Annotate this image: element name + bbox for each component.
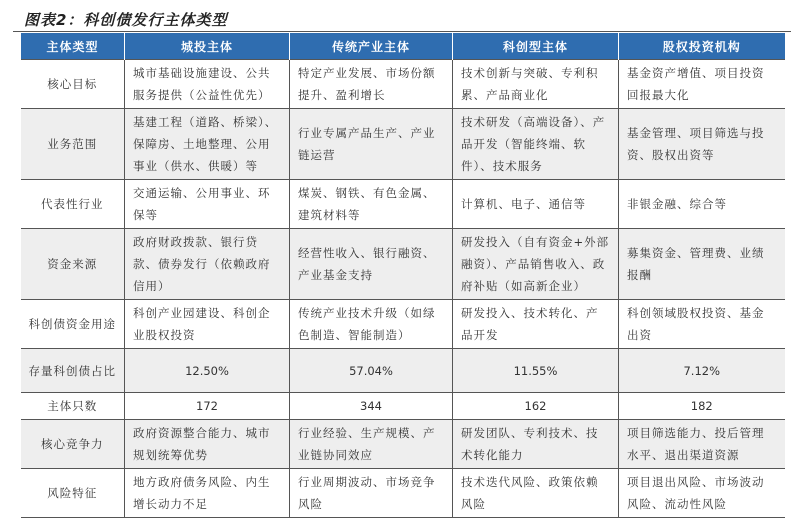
table-cell: 项目退出风险、市场波动风险、流动性风险 (619, 469, 785, 518)
table-row (21, 469, 785, 518)
table-cell: 行业经验、生产规模、产业链协同效应 (290, 420, 453, 469)
table-cell: 科创产业园建设、科创企业股权投资 (125, 300, 290, 349)
table-row (21, 180, 785, 229)
divider (13, 31, 791, 32)
row-label: 核心目标 (21, 60, 125, 109)
table-cell: 172 (125, 393, 290, 420)
row-label: 主体只数 (21, 393, 125, 420)
table-row (21, 300, 785, 349)
figure-title: 图表2：科创债发行主体类型 (24, 11, 228, 29)
table-row (21, 349, 785, 393)
table-cell: 344 (290, 393, 453, 420)
table-cell: 政府财政拨款、银行贷款、债券发行（依赖政府信用） (125, 229, 290, 300)
header-cell: 主体类型 (21, 33, 125, 60)
table-row (21, 420, 785, 469)
table-cell: 182 (619, 393, 785, 420)
table-row (21, 393, 785, 420)
issuer-type-table (20, 33, 785, 518)
table-row (21, 229, 785, 300)
table-cell: 科创领域股权投资、基金出资 (619, 300, 785, 349)
table-cell: 基建工程（道路、桥梁）、保障房、土地整理、公用事业（供水、供暖）等 (125, 109, 290, 180)
table-cell: 技术创新与突破、专利积累、产品商业化 (453, 60, 619, 109)
table-cell: 行业专属产品生产、产业链运营 (290, 109, 453, 180)
table-cell: 11.55% (453, 349, 619, 393)
table-cell: 城市基础设施建设、公共服务提供（公益性优先） (125, 60, 290, 109)
table-row (21, 60, 785, 109)
row-label: 科创债资金用途 (21, 300, 125, 349)
row-label: 代表性行业 (21, 180, 125, 229)
row-label: 核心竞争力 (21, 420, 125, 469)
header-row (21, 33, 785, 60)
table-cell: 基金管理、项目筛选与投资、股权出资等 (619, 109, 785, 180)
table-cell: 特定产业发展、市场份额提升、盈利增长 (290, 60, 453, 109)
header-cell: 城投主体 (125, 33, 290, 60)
table-cell: 57.04% (290, 349, 453, 393)
row-label: 资金来源 (21, 229, 125, 300)
table-cell: 政府资源整合能力、城市规划统筹优势 (125, 420, 290, 469)
table-cell: 项目筛选能力、投后管理水平、退出渠道资源 (619, 420, 785, 469)
table-cell: 行业周期波动、市场竞争风险 (290, 469, 453, 518)
table-cell: 地方政府债务风险、内生增长动力不足 (125, 469, 290, 518)
table-cell: 技术迭代风险、政策依赖风险 (453, 469, 619, 518)
header-cell: 股权投资机构 (619, 33, 785, 60)
table-cell: 技术研发（高端设备）、产品开发（智能终端、软件）、技术服务 (453, 109, 619, 180)
table-cell: 交通运输、公用事业、环保等 (125, 180, 290, 229)
table-cell: 基金资产增值、项目投资回报最大化 (619, 60, 785, 109)
header-cell: 传统产业主体 (290, 33, 453, 60)
table-cell: 经营性收入、银行融资、产业基金支持 (290, 229, 453, 300)
table-row (21, 109, 785, 180)
table-cell: 计算机、电子、通信等 (453, 180, 619, 229)
table-cell: 非银金融、综合等 (619, 180, 785, 229)
row-label: 存量科创债占比 (21, 349, 125, 393)
table-cell: 7.12% (619, 349, 785, 393)
table-cell: 研发投入、技术转化、产品开发 (453, 300, 619, 349)
table-cell: 研发投入（自有资金+外部融资）、产品销售收入、政府补贴（如高新企业） (453, 229, 619, 300)
table-cell: 162 (453, 393, 619, 420)
row-label: 业务范围 (21, 109, 125, 180)
table-cell: 传统产业技术升级（如绿色制造、智能制造） (290, 300, 453, 349)
table-cell: 煤炭、钢铁、有色金属、建筑材料等 (290, 180, 453, 229)
header-cell: 科创型主体 (453, 33, 619, 60)
table-cell: 12.50% (125, 349, 290, 393)
table-cell: 研发团队、专利技术、技术转化能力 (453, 420, 619, 469)
table-cell: 募集资金、管理费、业绩报酬 (619, 229, 785, 300)
row-label: 风险特征 (21, 469, 125, 518)
